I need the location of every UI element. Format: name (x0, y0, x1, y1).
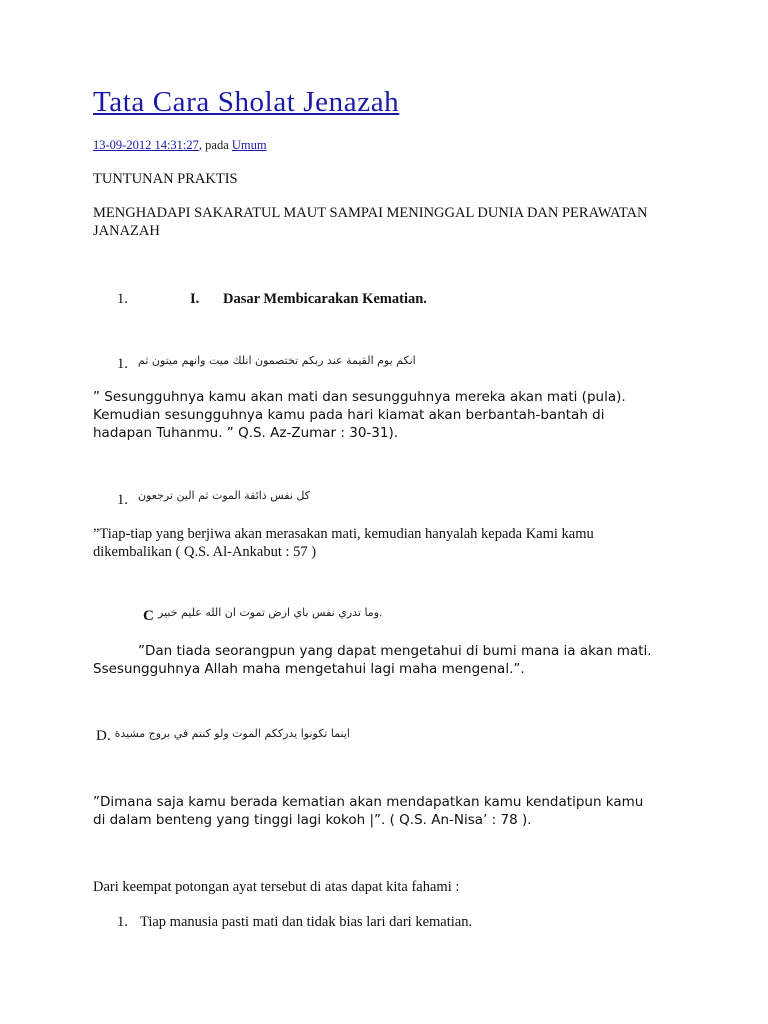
conclusion-item-text: Tiap manusia pasti mati dan tidak bias lari dari kematian. (140, 914, 473, 930)
verse2-number: 1. (117, 492, 128, 508)
verse4-arabic: اينما تكونوا يدرككم الموت ولو كنتم في بروج مشيدة (114, 727, 350, 740)
section1-title: Dasar Membicarakan Kematian. (223, 291, 427, 307)
verse4-letter: D. (96, 728, 111, 744)
verse1-number: 1. (117, 356, 128, 372)
article-meta (93, 138, 267, 153)
verse1-arabic: انكم يوم القيمة عند ربكم تختصمون انلك ميت وانهم ميتون ثم (138, 354, 416, 367)
verse1-translation: ” Sesungguhnya kamu akan mati dan sesungguhnya mereka akan mati (pula). Kemudian sesungguhnya kamu pada hari kiamat akan berbantah-bantah di hadapan Tuhanmu. ” Q.S. Az-Zumar : 30-31). (93, 389, 626, 441)
heading-menghadapi: MENGHADAPI SAKARATUL MAUT SAMPAI MENINGGAL DUNIA DAN PERAWATAN JANAZAH (93, 205, 648, 239)
verse2-translation: ”Tiap-tiap yang berjiwa akan merasakan mati, kemudian hanyalah kepada Kami kamu dikembalikan ( Q.S. Al-Ankabut : 57 ) (93, 526, 594, 560)
section1-roman: I. (190, 291, 200, 307)
conclusion-intro: Dari keempat potongan ayat tersebut di atas dapat kita fahami : (93, 879, 460, 895)
verse2-arabic: كل نفس ذائقة الموت ثم الين ترجعون (138, 489, 310, 502)
heading-tuntunan: TUNTUNAN PRAKTIS (93, 171, 238, 187)
conclusion-item-number: 1. (117, 914, 128, 930)
section1-number: 1. (117, 291, 128, 307)
article-title-link[interactable]: Tata Cara Sholat Jenazah (93, 86, 400, 118)
article-date-link[interactable]: 13-09-2012 14:31:27 (93, 138, 199, 152)
verse3-arabic: .وما تدري نفس باي ارض تموت ان الله عليم خبير (158, 606, 383, 619)
verse4-translation: ”Dimana saja kamu berada kematian akan mendapatkan kamu kendatipun kamu di dalam benteng yang tinggi lagi kokoh |”. ( Q.S. An-Nisa’ : 78 ). (93, 794, 644, 828)
category-link[interactable]: Umum (231, 138, 267, 152)
meta-pada-text: , pada (198, 138, 232, 152)
verse3-letter: C (143, 608, 154, 624)
verse3-translation: ”Dan tiada seorangpun yang dapat mengetahui di bumi mana ia akan mati. Ssesungguhnya Allah maha mengetahui lagi maha mengenal.”. (93, 643, 652, 677)
